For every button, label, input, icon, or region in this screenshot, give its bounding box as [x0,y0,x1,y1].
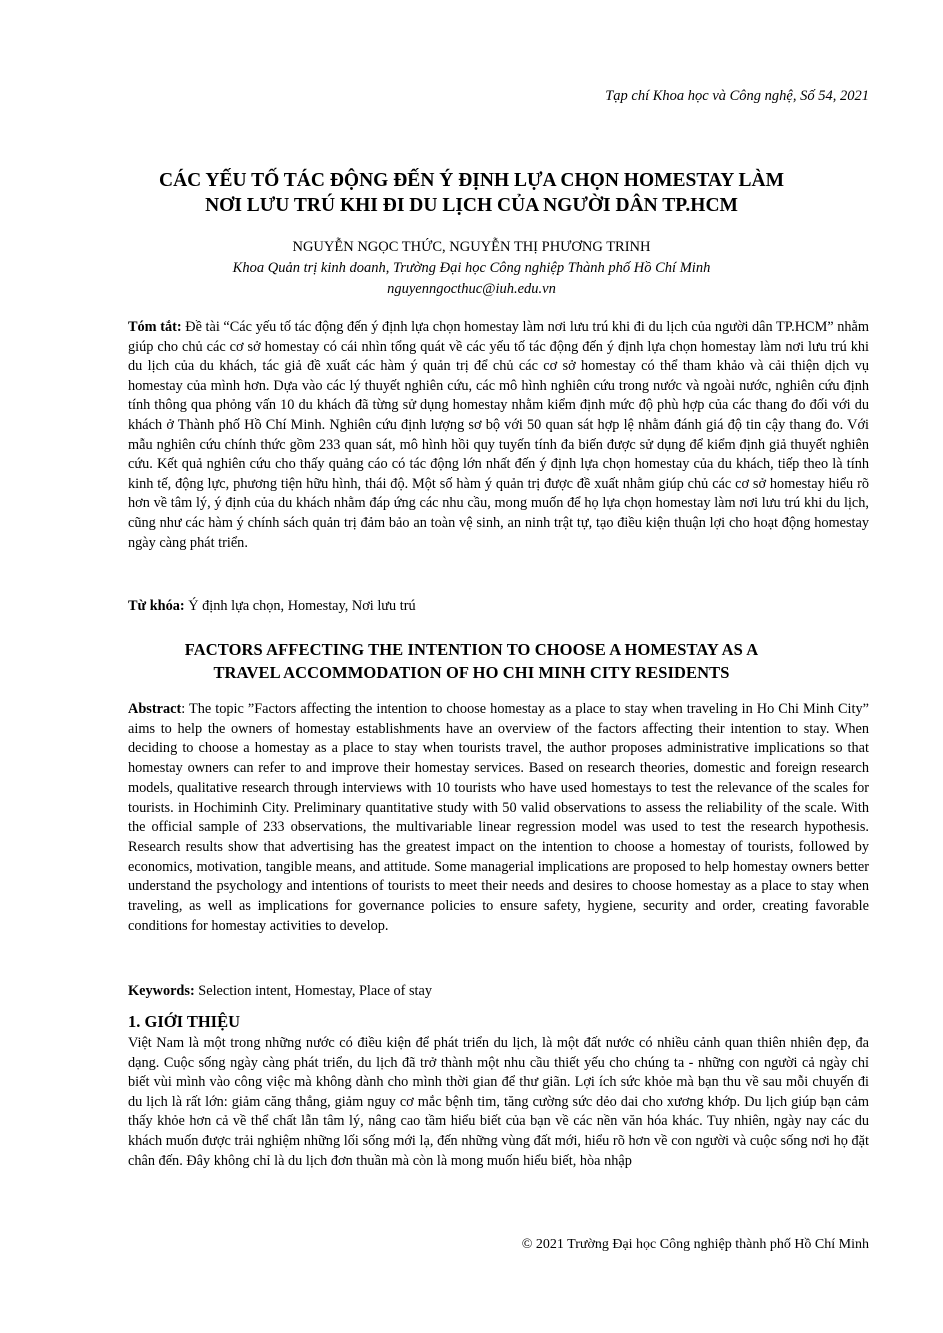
abstract-vi-label: Tóm tắt: [128,319,182,335]
title-en-line-2: TRAVEL ACCOMMODATION OF HO CHI MINH CITY RESIDENTS [213,663,730,682]
keywords-vietnamese [128,597,869,617]
footer-copyright: © 2021 Trường Đại học Công nghiệp thành phố Hồ Chí Minh [521,1237,869,1252]
abstract-en-label: Abstract [128,701,182,717]
abstract-en-text: : The topic ”Factors affecting the intention to choose homestay as a place to stay when traveling in Ho Chi Minh City” aims to help the owners of homestay establishments have an overview of the factors affecting their intention to stay. When deciding to choose a homestay as a place to stay when tourists travel, the author proposes administrative implications so that homestay owners can refer to and improve their homestay services. Based on research theories, domestic and foreign research models, qualitative research through interviews with 10 tourists who have used homestays to test the relevance of the scales for tourists. in Hochiminh City. Preliminary quantitative study with 50 valid observations to assess the reliability of the scale. With the official sample of 233 observations, the multivariable linear regression model was used to test the research hypothesis. Research results show that advertising has the greatest impact on the intention to choose a homestay of tourists, followed by economics, motivation, tangible means, and attitude. Some managerial implications are proposed to help homestay owners better understand the psychology and intentions of tourists to meet their needs and desires to choose homestay as a place to stay when traveling, as well as implications for governance policies to ensure safety, hygiene, security and order, creating favorable conditions for homestay activities to develop. [128,701,869,934]
section-introduction-body [128,1034,869,1171]
introduction-paragraph: Việt Nam là một trong những nước có điều kiện để phát triển du lịch, là một đất nước có nhiều cảnh quan thiên nhiên đẹp, đa dạng. Cuộc sống ngày càng phát triển, du lịch đã trở thành một nhu cầu thiết yếu cho chúng ta - những con người cả ngày chỉ biết vùi mình vào công việc mà không dành cho mình thời gian để thư giãn. Lợi ích sức khỏe mà bạn thu về sau mỗi chuyến đi du lịch là rất lớn: giảm căng thẳng, giảm nguy cơ mắc bệnh tim, tăng cường sức dẻo dai cho xương khớp. Du lịch giúp bạn cảm thấy khỏe hơn cả về thể chất lẫn tâm lý, nâng cao tầm hiểu biết của bạn về các nền văn hóa khác. Tuy nhiên, ngày nay các du khách muốn được trải nghiệm những lối sống mới lạ, đến những vùng đất mới, hiểu rõ hơn về con người và cuộc sống nơi họ đặt chân đến. Đây không chỉ là du lịch đơn thuần mà còn là mong muốn hiểu biết, hòa nhập [128,1035,869,1169]
keywords-vi-text: Ý định lựa chọn, Homestay, Nơi lưu trú [184,598,416,614]
author-block [100,237,843,300]
abstract-vi-text: Đề tài “Các yếu tố tác động đến ý định lựa chọn homestay làm nơi lưu trú khi đi du lịch của người dân TP.HCM” nhằm giúp cho chủ các cơ sở homestay có cái nhìn tổng quát về các yếu tố tác động đến ý định lựa chọn homestay làm nơi lưu trú khi du lịch của du khách, tác giả đề xuất các hàm ý quản trị để chủ các cơ sở homestay có thể tham khảo và cải thiện dịch vụ homestay của mình hơn. Dựa vào các lý thuyết nghiên cứu, các mô hình nghiên cứu trong nước và ngoài nước, nghiên cứu định tính thông qua phỏng vấn 10 du khách đã từng sử dụng homestay nhằm kiểm định mức độ phù hợp của các thang đo đối với du khách ở Thành phố Hồ Chí Minh. Nghiên cứu định lượng sơ bộ với 50 quan sát hợp lệ nhằm đánh giá độ tin cậy thang đo. Với mẫu nghiên cứu chính thức gồm 233 quan sát, mô hình hồi quy tuyến tính đa biến được sử dụng để kiểm định giả thuyết nghiên cứu. Kết quả nghiên cứu cho thấy quảng cáo có tác động lớn nhất đến ý định lựa chọn homestay của du khách, tiếp theo là tính kinh tế, động lực, phương tiện hữu hình, thái độ. Một số hàm ý quản trị được đề xuất nhằm giúp chủ các cơ sở homestay hiểu rõ hơn về tâm lý, ý định của du khách nhằm đáp ứng các nhu cầu, mong muốn để họ lựa chọn homestay làm nơi lưu trú khi du lịch, cũng như các hàm ý chính sách quản trị đảm bảo an toàn vệ sinh, an ninh trật tự, tạo điều kiện thuận lợi cho hoạt động homestay ngày càng phát triển. [128,319,869,551]
title-vi-line-1: CÁC YẾU TỐ TÁC ĐỘNG ĐẾN Ý ĐỊNH LỰA CHỌN HOMESTAY LÀM [159,170,784,191]
author-affiliation: Khoa Quản trị kinh doanh, Trường Đại học Công nghiệp Thành phố Hồ Chí Minh [232,260,711,276]
title-vi-line-2: NƠI LƯU TRÚ KHI ĐI DU LỊCH CỦA NGƯỜI DÂN TP.HCM [205,195,738,216]
section-heading-introduction: 1. GIỚI THIỆU [128,1012,241,1031]
journal-header: Tạp chí Khoa học và Công nghệ, Số 54, 2021 [605,88,869,104]
keywords-en-text: Selection intent, Homestay, Place of stay [194,983,433,999]
abstract-vietnamese [128,318,869,553]
title-english [100,638,843,684]
title-en-line-1: FACTORS AFFECTING THE INTENTION TO CHOOSE A HOMESTAY AS A [184,640,759,659]
keywords-vi-label: Từ khóa: [128,598,185,614]
keywords-english [128,982,869,1002]
abstract-english [128,700,869,936]
author-email: nguyenngocthuc@iuh.edu.vn [387,281,556,297]
author-names: NGUYỄN NGỌC THỨC, NGUYỄN THỊ PHƯƠNG TRINH [292,239,651,255]
keywords-en-label: Keywords: [128,983,195,999]
title-vietnamese [100,168,843,218]
